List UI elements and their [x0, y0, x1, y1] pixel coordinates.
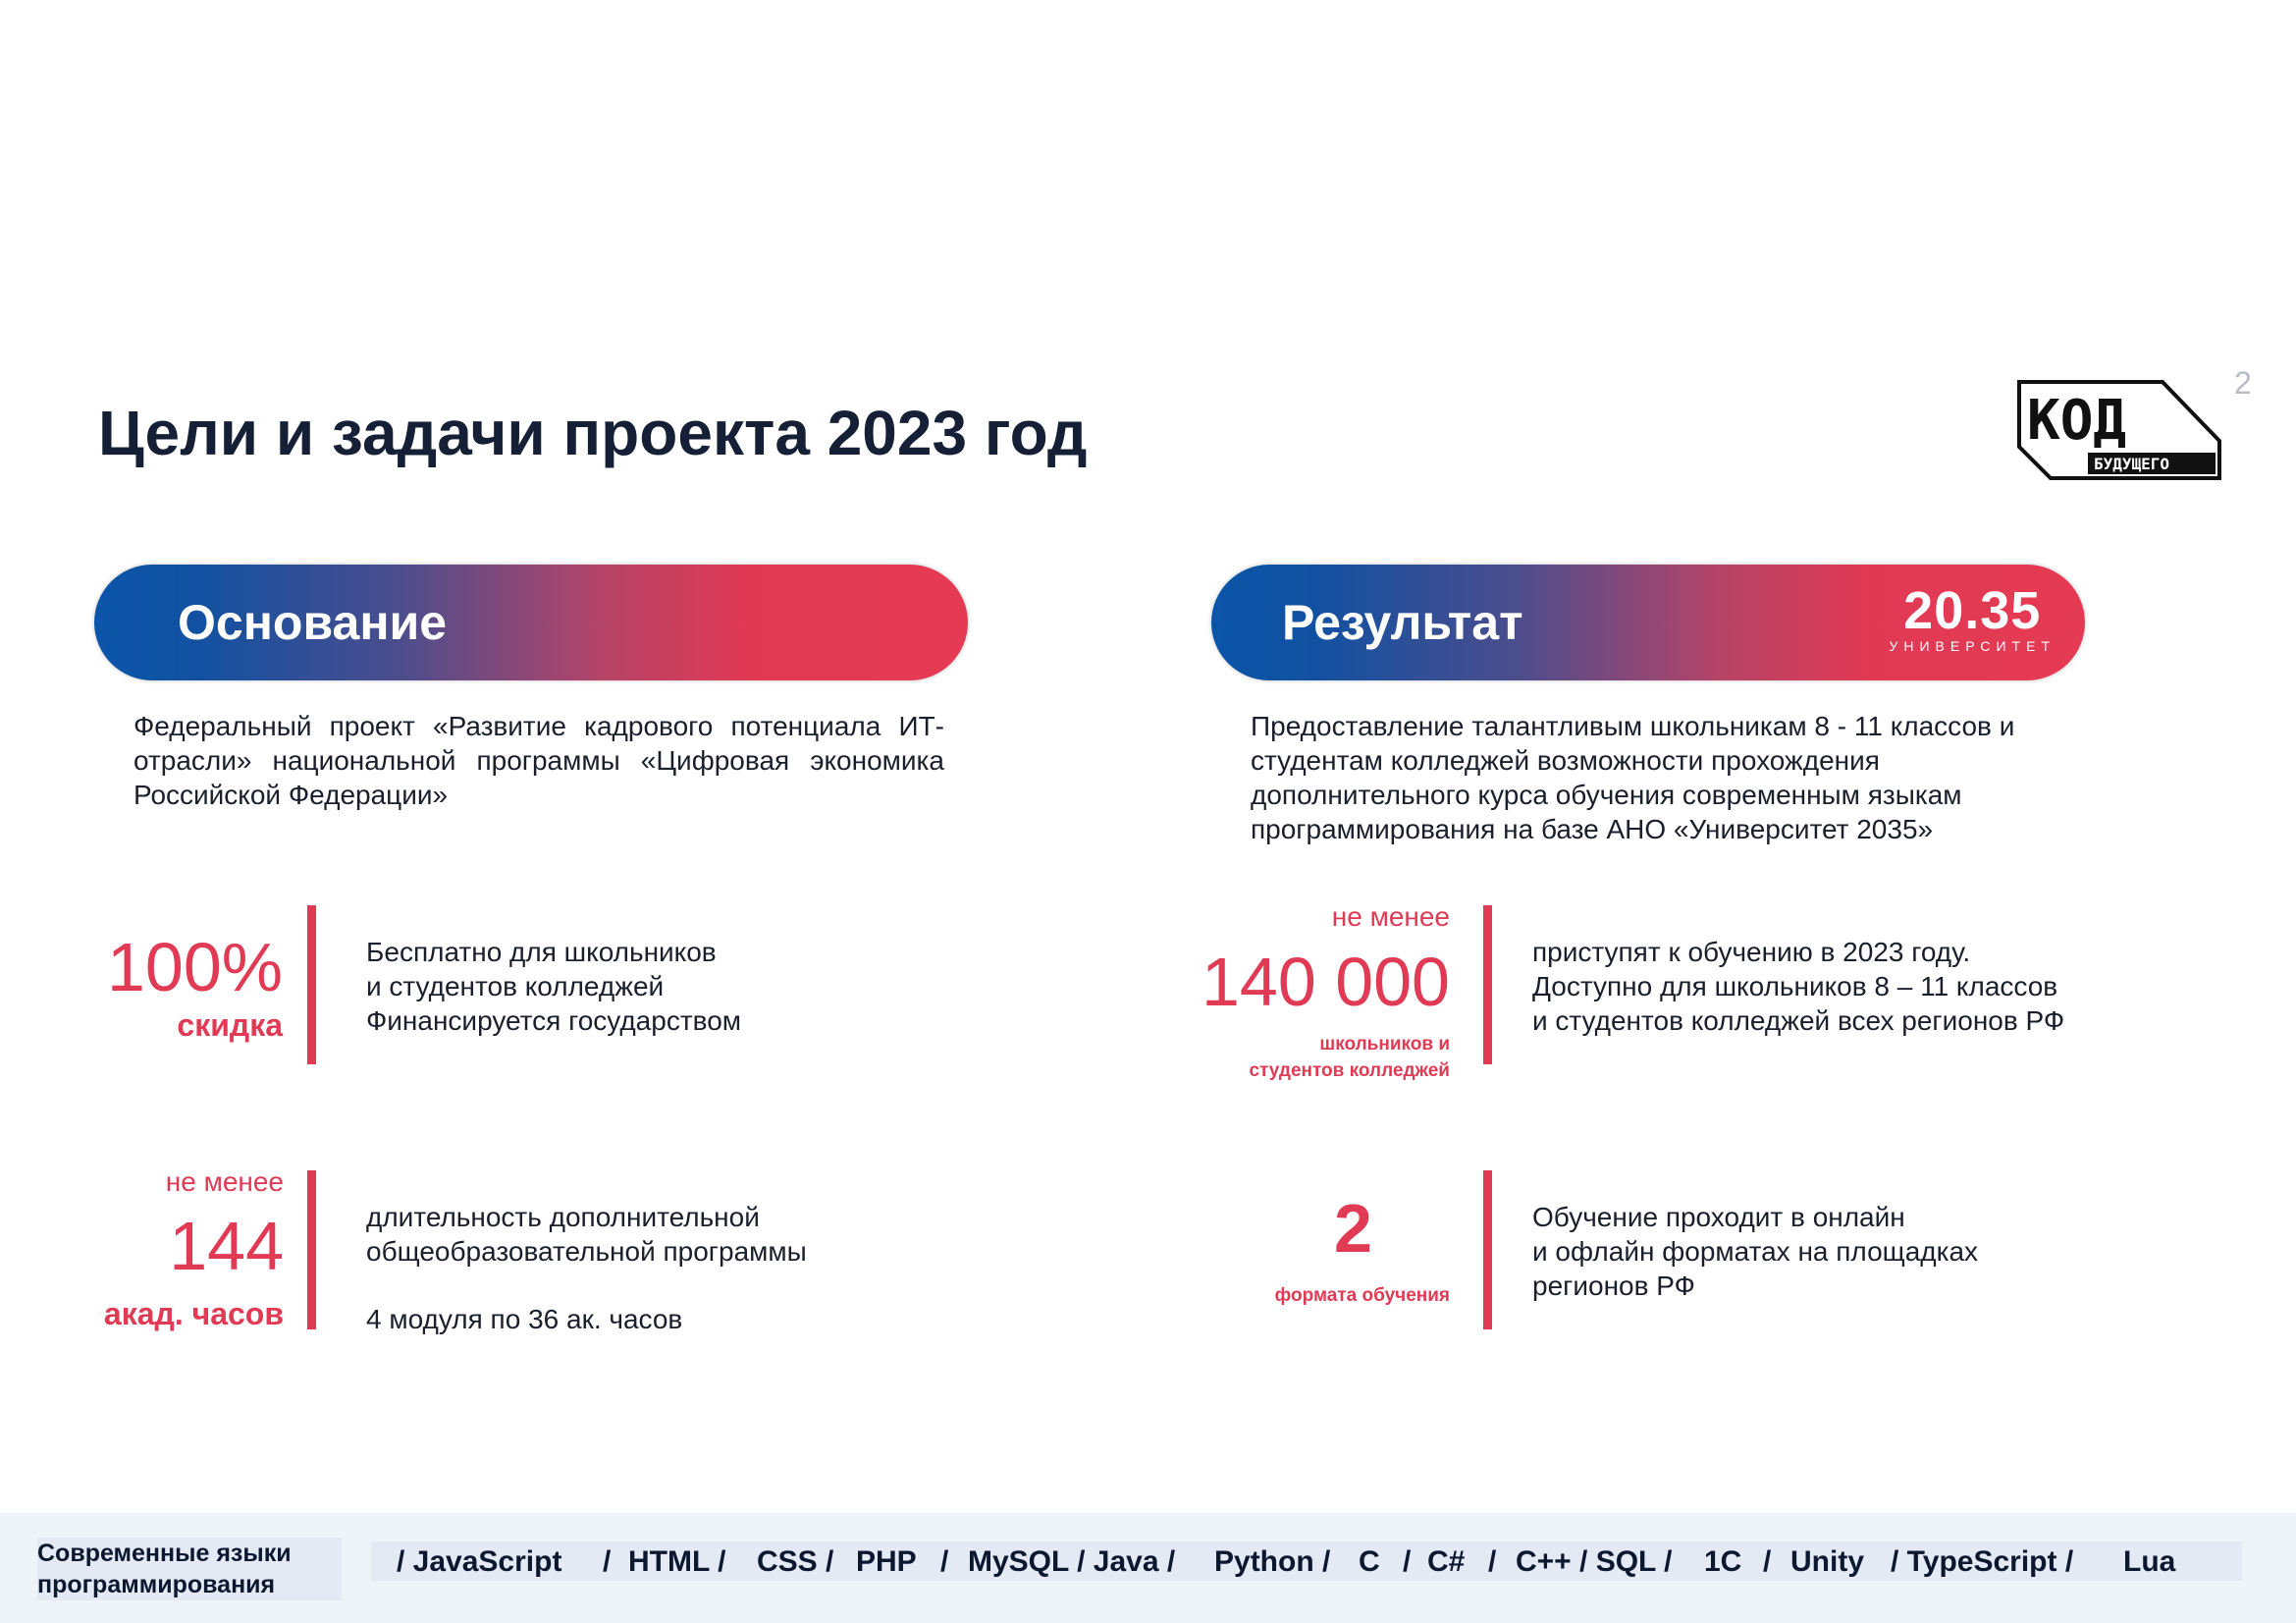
lang-item: CSS / [757, 1545, 834, 1578]
logo-main-text: КОД [2027, 389, 2127, 453]
page-title: Цели и задачи проекта 2023 год [98, 398, 1088, 468]
students-unit-line: студентов колледжей [1249, 1060, 1450, 1081]
discount-line: Финансируется государством [366, 1005, 742, 1036]
kod-budushchego-logo [2015, 378, 2225, 484]
basis-header: Основание [178, 595, 448, 650]
result-line: студентам колледжей возможности прохождения [1251, 745, 1880, 776]
students-prefix: не менее [1331, 901, 1450, 932]
formats-line: регионов РФ [1532, 1271, 1695, 1301]
result-line: программирования на базе АНО «Университет 2035» [1251, 814, 1934, 844]
result-text [1251, 709, 2114, 846]
formats-line: и офлайн форматах на площадках [1532, 1236, 1979, 1267]
lang-item: / [1488, 1545, 1497, 1578]
lang-item: / [1403, 1545, 1412, 1578]
students-line: приступят к обучению в 2023 году. [1532, 937, 1971, 967]
basis-header-pill [94, 565, 968, 680]
hours-unit: акад. часов [103, 1296, 284, 1331]
formats-description [1532, 1200, 2161, 1303]
students-line: и студентов колледжей всех регионов РФ [1532, 1005, 2065, 1036]
footer-title-line: программирования [37, 1571, 276, 1598]
footer-title [37, 1538, 342, 1600]
stat-divider [307, 1170, 316, 1329]
stat-divider [1483, 905, 1492, 1064]
university-2035-logo [1889, 581, 2056, 655]
hours-prefix: не менее [165, 1166, 284, 1197]
hours-value: 144 [169, 1208, 284, 1284]
lang-item: 1C [1704, 1545, 1742, 1578]
formats-line: Обучение проходит в онлайн [1532, 1202, 1905, 1232]
formats-value: 2 [1334, 1190, 1372, 1267]
brand-sub: УНИВЕРСИТЕТ [1889, 638, 2056, 654]
lang-item: / TypeScript / [1891, 1545, 2074, 1578]
discount-description [366, 935, 916, 1038]
lang-item: / [1763, 1545, 1772, 1578]
hours-modules: 4 модуля по 36 ак. часов [366, 1304, 683, 1334]
result-line: дополнительного курса обучения современным языкам [1251, 780, 1962, 810]
lang-item: C [1359, 1545, 1380, 1578]
footer-languages [371, 1542, 2242, 1581]
lang-item: Lua [2123, 1545, 2176, 1578]
discount-line: и студентов колледжей [366, 971, 665, 1001]
students-description [1532, 935, 2161, 1038]
hours-description [366, 1200, 916, 1269]
discount-unit: скидка [177, 1007, 283, 1043]
basis-text: Федеральный проект «Развитие кадрового потенциала ИТ- отрасли» национальной программы «Цифровая экономика Российской Федерации» [133, 711, 944, 810]
stat-divider [307, 905, 316, 1064]
lang-item: / [940, 1545, 949, 1578]
stat-divider [1483, 1170, 1492, 1329]
lang-item: Python / [1214, 1545, 1331, 1578]
discount-line: Бесплатно для школьников [366, 937, 717, 967]
footer-title-line: Современные языки [37, 1540, 292, 1567]
lang-item: C++ / SQL / [1516, 1545, 1673, 1578]
result-line: Предоставление талантливым школьникам 8 - 11 классов и [1251, 711, 2015, 741]
brand-number: 20.35 [1903, 581, 2042, 640]
students-line: Доступно для школьников 8 – 11 классов [1532, 971, 2058, 1001]
result-header: Результат [1282, 595, 1523, 650]
lang-item: / [603, 1545, 612, 1578]
logo-sub-text: БУДУЩЕГО [2094, 455, 2170, 473]
students-unit-line: школьников и [1319, 1034, 1450, 1055]
lang-item: / JavaScript [397, 1545, 562, 1578]
formats-unit: формата обучения [1274, 1285, 1450, 1306]
lang-item: MySQL / Java / [968, 1545, 1176, 1578]
result-header-pill [1211, 565, 2085, 680]
hours-line: общеобразовательной программы [366, 1236, 807, 1267]
students-value: 140 000 [1201, 944, 1450, 1020]
discount-value: 100% [106, 929, 283, 1005]
page-number: 2 [2234, 365, 2252, 401]
lang-item: C# [1427, 1545, 1466, 1578]
hours-line: длительность дополнительной [366, 1202, 760, 1232]
lang-item: PHP [856, 1545, 917, 1578]
lang-item: Unity [1790, 1545, 1864, 1578]
lang-item: HTML / [628, 1545, 726, 1578]
students-unit [1178, 1031, 1450, 1084]
